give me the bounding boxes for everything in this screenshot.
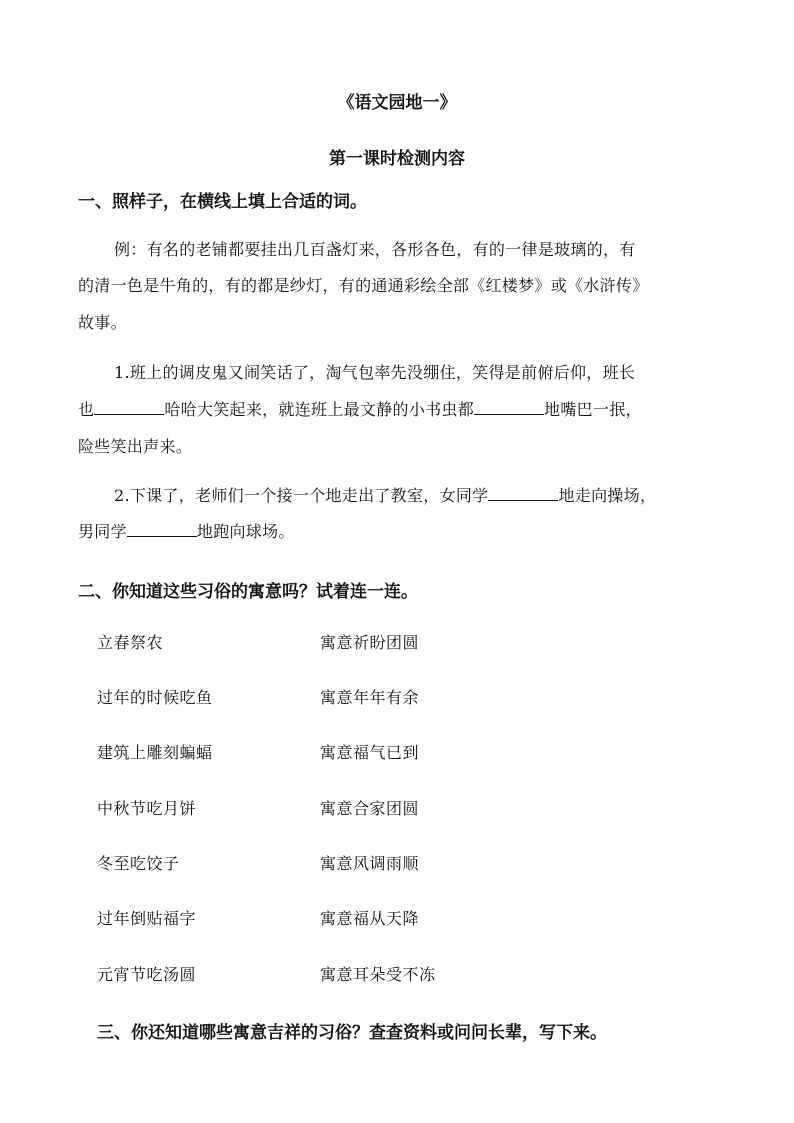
answer-blank-3[interactable] bbox=[488, 486, 558, 501]
custom-item[interactable]: 中秋节吃月饼 bbox=[97, 799, 197, 818]
answer-blank-2[interactable] bbox=[474, 400, 544, 415]
section1-heading: 一、照样子，在横线上填上合适的词。 bbox=[78, 192, 367, 212]
section2-heading: 二、你知道这些习俗的寓意吗？试着连一连。 bbox=[78, 582, 418, 602]
question2-text-a: 2.下课了，老师们一个接一个地走出了教室，女同学 bbox=[114, 486, 489, 505]
answer-blank-4[interactable] bbox=[127, 522, 197, 537]
question2-text-b: 地走向操场， bbox=[558, 486, 657, 505]
meaning-item[interactable]: 寓意风调雨顺 bbox=[320, 854, 420, 873]
example-line-3: 故事。 bbox=[78, 313, 127, 332]
question2-text-d: 地跑向球场。 bbox=[196, 522, 295, 541]
custom-item[interactable]: 冬至吃饺子 bbox=[97, 854, 180, 873]
answer-blank-1[interactable] bbox=[94, 400, 164, 415]
question2-line-1 bbox=[114, 483, 656, 506]
example-line-1: 例：有名的老铺都要挂出几百盏灯来，各形各色，有的一律是玻璃的，有 bbox=[114, 240, 636, 259]
question1-text-b: 哈哈大笑起来，就连班上最文静的小书虫都 bbox=[164, 400, 475, 419]
custom-item[interactable]: 过年倒贴福字 bbox=[97, 909, 197, 928]
question1-text-a: 也 bbox=[78, 400, 95, 419]
section3-heading: 三、你还知道哪些寓意吉祥的习俗？查查资料或问问长辈，写下来。 bbox=[97, 1023, 607, 1043]
meaning-item[interactable]: 寓意合家团圆 bbox=[320, 799, 420, 818]
example-line-2: 的清一色是牛角的，有的都是纱灯，有的通通彩绘全部《红楼梦》或《水浒传》 bbox=[78, 276, 649, 295]
question1-line-2 bbox=[78, 397, 642, 420]
question1-line-1: 1.班上的调皮鬼又闹笑话了，淘气包率先没绷住，笑得是前俯后仰，班长 bbox=[114, 363, 636, 382]
meaning-item[interactable]: 寓意年年有余 bbox=[320, 688, 420, 707]
custom-item[interactable]: 立春祭农 bbox=[97, 633, 164, 652]
page-subtitle: 第一课时检测内容 bbox=[329, 149, 465, 169]
question2-text-c: 男同学 bbox=[78, 522, 127, 541]
custom-item[interactable]: 建筑上雕刻蝙蝠 bbox=[97, 743, 213, 762]
custom-item[interactable]: 元宵节吃汤圆 bbox=[97, 965, 197, 984]
meaning-item[interactable]: 寓意祈盼团圆 bbox=[320, 633, 420, 652]
meaning-item[interactable]: 寓意福从天降 bbox=[320, 909, 420, 928]
question1-text-c: 地嘴巴一抿， bbox=[544, 400, 642, 419]
question1-line-3: 险些笑出声来。 bbox=[78, 437, 193, 456]
page-title: 《语文园地一》 bbox=[337, 93, 457, 113]
meaning-item[interactable]: 寓意福气已到 bbox=[320, 743, 420, 762]
question2-line-2 bbox=[78, 519, 295, 542]
custom-item[interactable]: 过年的时候吃鱼 bbox=[97, 688, 213, 707]
meaning-item[interactable]: 寓意耳朵受不冻 bbox=[320, 965, 436, 984]
